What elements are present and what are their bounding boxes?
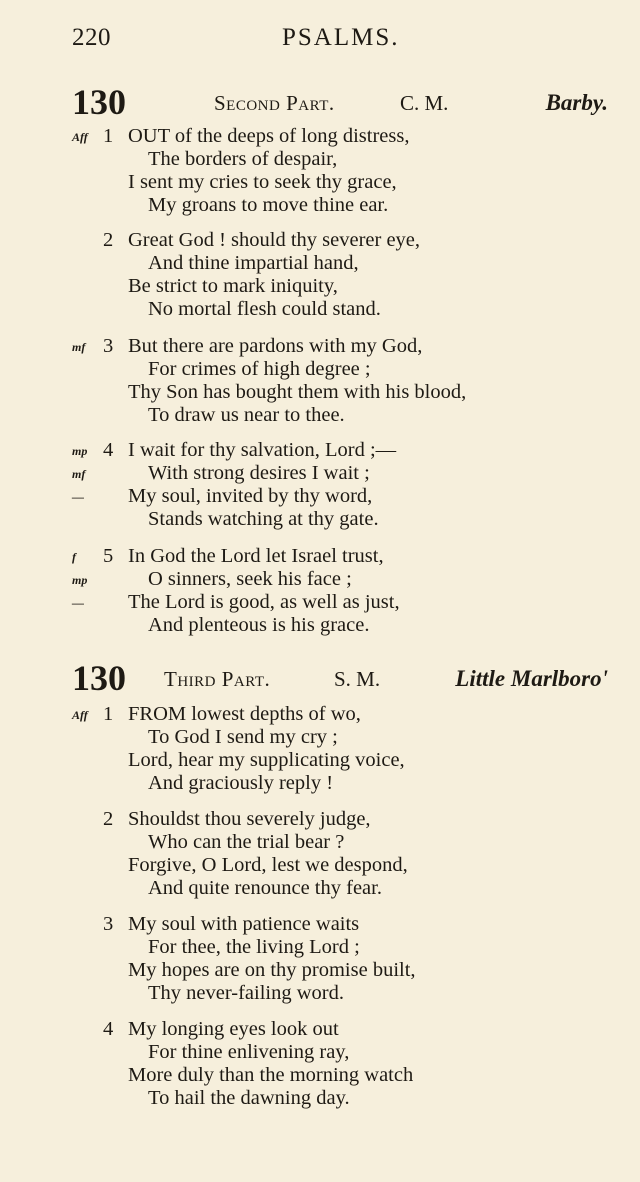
verse-line: Thy never-failing word. [148, 982, 344, 1004]
stanza [0, 439, 640, 531]
dynamic-marking: f [72, 550, 76, 564]
verse-line: For thee, the living Lord ; [148, 936, 360, 958]
verse-line: Who can the trial bear ? [148, 831, 345, 853]
verse-line: I sent my cries to seek thy grace, [128, 171, 397, 193]
psalm-header-second-part [72, 76, 608, 120]
verse-line: Stands watching at thy gate. [148, 508, 379, 530]
verse-line: The borders of despair, [148, 148, 338, 170]
psalm-header-third-part [72, 652, 608, 696]
verse-line: The Lord is good, as well as just, [128, 591, 400, 613]
verse-line: And thine impartial hand, [148, 252, 359, 274]
verse-line: To draw us near to thee. [148, 404, 345, 426]
stanza-number: 1 [103, 703, 114, 725]
psalm-number: 130 [72, 658, 126, 698]
stanza-number: 5 [103, 545, 114, 567]
stanza [0, 703, 640, 795]
verse-line: FROM lowest depths of wo, [128, 703, 361, 725]
verse-line: My longing eyes look out [128, 1018, 339, 1040]
dynamic-marking: — [72, 596, 84, 610]
running-title: PSALMS. [282, 24, 400, 51]
verse-line: With strong desires I wait ; [148, 462, 370, 484]
verse-line: My soul, invited by thy word, [128, 485, 373, 507]
stanza [0, 125, 640, 217]
verse-line: My soul with patience waits [128, 913, 360, 935]
stanza-number: 4 [103, 1018, 114, 1040]
dynamic-marking: Aff [72, 130, 88, 144]
verse-line: For thine enlivening ray, [148, 1041, 350, 1063]
verse-line: Thy Son has bought them with his blood, [128, 381, 467, 403]
dynamic-marking: mf [72, 340, 86, 354]
verse-line: My hopes are on thy promise built, [128, 959, 416, 981]
verse-line: For crimes of high degree ; [148, 358, 371, 380]
dynamic-marking: Aff [72, 708, 88, 722]
meter: S. M. [334, 667, 381, 691]
stanza [0, 229, 640, 321]
running-head [72, 24, 612, 58]
verse-line: Lord, hear my supplicating voice, [128, 749, 405, 771]
stanza-number: 3 [103, 335, 114, 357]
verse-line: No mortal flesh could stand. [148, 298, 381, 320]
dynamic-marking: mp [72, 573, 88, 587]
verse-line: O sinners, seek his face ; [148, 568, 352, 590]
verse-line: More duly than the morning watch [128, 1064, 414, 1086]
verse-line: Shouldst thou severely judge, [128, 808, 371, 830]
stanza-number: 2 [103, 229, 114, 251]
stanza [0, 545, 640, 637]
verse-line: And graciously reply ! [148, 772, 334, 794]
stanza [0, 913, 640, 1005]
stanza [0, 335, 640, 427]
psalm-number: 130 [72, 82, 126, 122]
verse-line: My groans to move thine ear. [148, 194, 389, 216]
stanza-number: 3 [103, 913, 114, 935]
verse-line: OUT of the deeps of long distress, [128, 125, 410, 147]
verse-line: But there are pardons with my God, [128, 335, 423, 357]
dynamic-marking: — [72, 490, 84, 504]
verse-line: And plenteous is his grace. [148, 614, 370, 636]
stanza-number: 1 [103, 125, 114, 147]
dynamic-marking: mp [72, 444, 88, 458]
meter: C. M. [400, 91, 449, 115]
stanza-number: 4 [103, 439, 114, 461]
verse-line: Forgive, O Lord, lest we despond, [128, 854, 408, 876]
tune-name: Little Marlboro' [455, 666, 608, 691]
verse-line: Be strict to mark iniquity, [128, 275, 338, 297]
tune-name: Barby. [545, 90, 608, 115]
verse-line: And quite renounce thy fear. [148, 877, 382, 899]
verse-line: To hail the dawning day. [148, 1087, 350, 1109]
part-label: Second Part. [214, 91, 335, 115]
stanza-number: 2 [103, 808, 114, 830]
stanza [0, 1018, 640, 1110]
part-label: Third Part. [164, 667, 271, 691]
verse-line: I wait for thy salvation, Lord ;— [128, 439, 397, 461]
verse-line: Great God ! should thy severer eye, [128, 229, 421, 251]
dynamic-marking: mf [72, 467, 86, 481]
stanza [0, 808, 640, 900]
verse-line: In God the Lord let Israel trust, [128, 545, 384, 567]
verse-line: To God I send my cry ; [148, 726, 338, 748]
page-number: 220 [72, 24, 111, 51]
